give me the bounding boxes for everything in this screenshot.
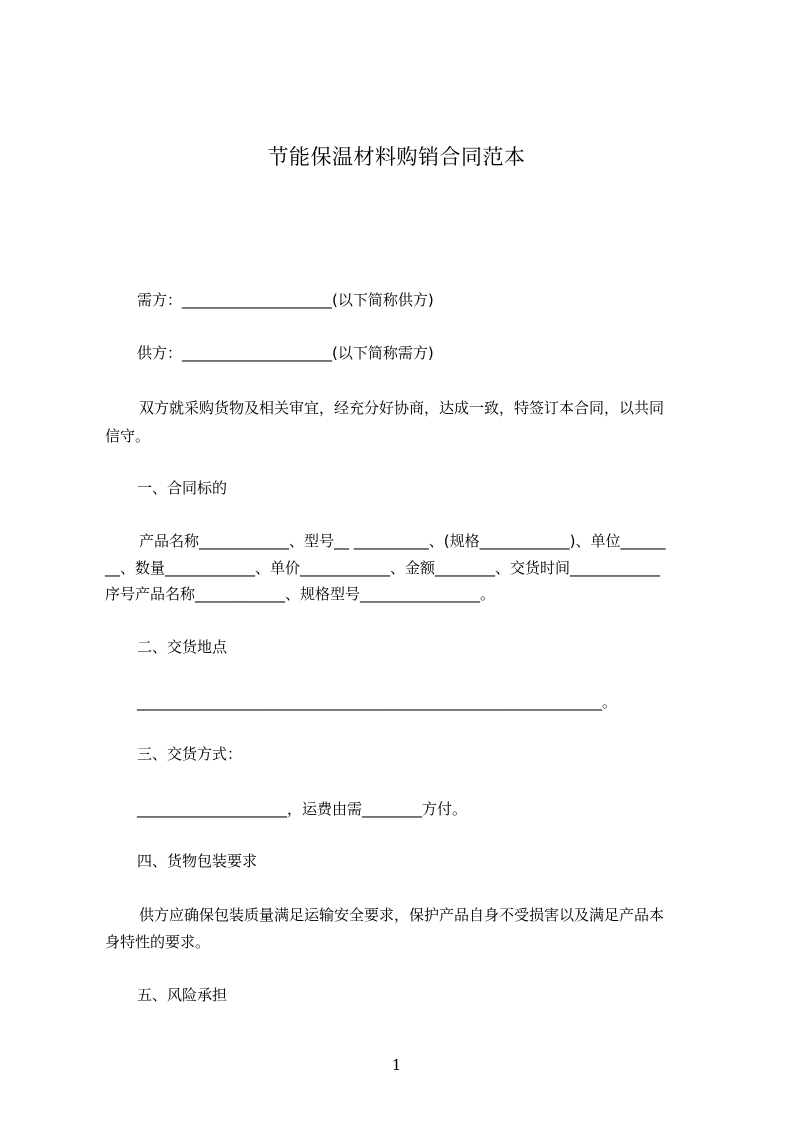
section-3-heading: 三、交货方式： xyxy=(137,745,243,763)
party-supply-line: 供方：____________________(以下简称需方) xyxy=(137,344,434,362)
section-4-heading: 四、货物包装要求 xyxy=(137,852,258,870)
intro-paragraph-line-1: 双方就采购货物及相关审宜，经充分好协商，达成一致，特签订本合同，以共同 xyxy=(139,399,665,417)
document-title: 节能保温材料购销合同范本 xyxy=(267,145,526,169)
section-4-line-1: 供方应确保包装质量满足运输安全要求，保护产品自身不受损害以及满足产品本 xyxy=(139,906,665,924)
party-demand-line: 需方：____________________(以下简称供方) xyxy=(137,291,434,309)
section-4-line-2: 身特性的要求。 xyxy=(105,933,211,951)
intro-paragraph-line-2: 信守。 xyxy=(105,427,151,445)
section-1-heading: 一、合同标的 xyxy=(137,479,228,497)
section-1-line-2: __、数量____________、单价____________、金额________、交货时间____________ xyxy=(105,559,661,577)
section-5-heading: 五、风险承担 xyxy=(137,986,228,1004)
section-2-heading: 二、交货地点 xyxy=(137,638,228,656)
section-2-line-1: ______________________________________________________________。 xyxy=(137,693,618,711)
section-1-line-3: 序号产品名称____________、规格型号________________。 xyxy=(105,585,496,603)
page-number: 1 xyxy=(391,1056,402,1074)
section-1-line-1: 产品名称____________、型号__ __________、(规格____________)、单位______ xyxy=(139,532,666,550)
section-3-line-1: ____________________，运费由需________方付。 xyxy=(137,800,468,818)
